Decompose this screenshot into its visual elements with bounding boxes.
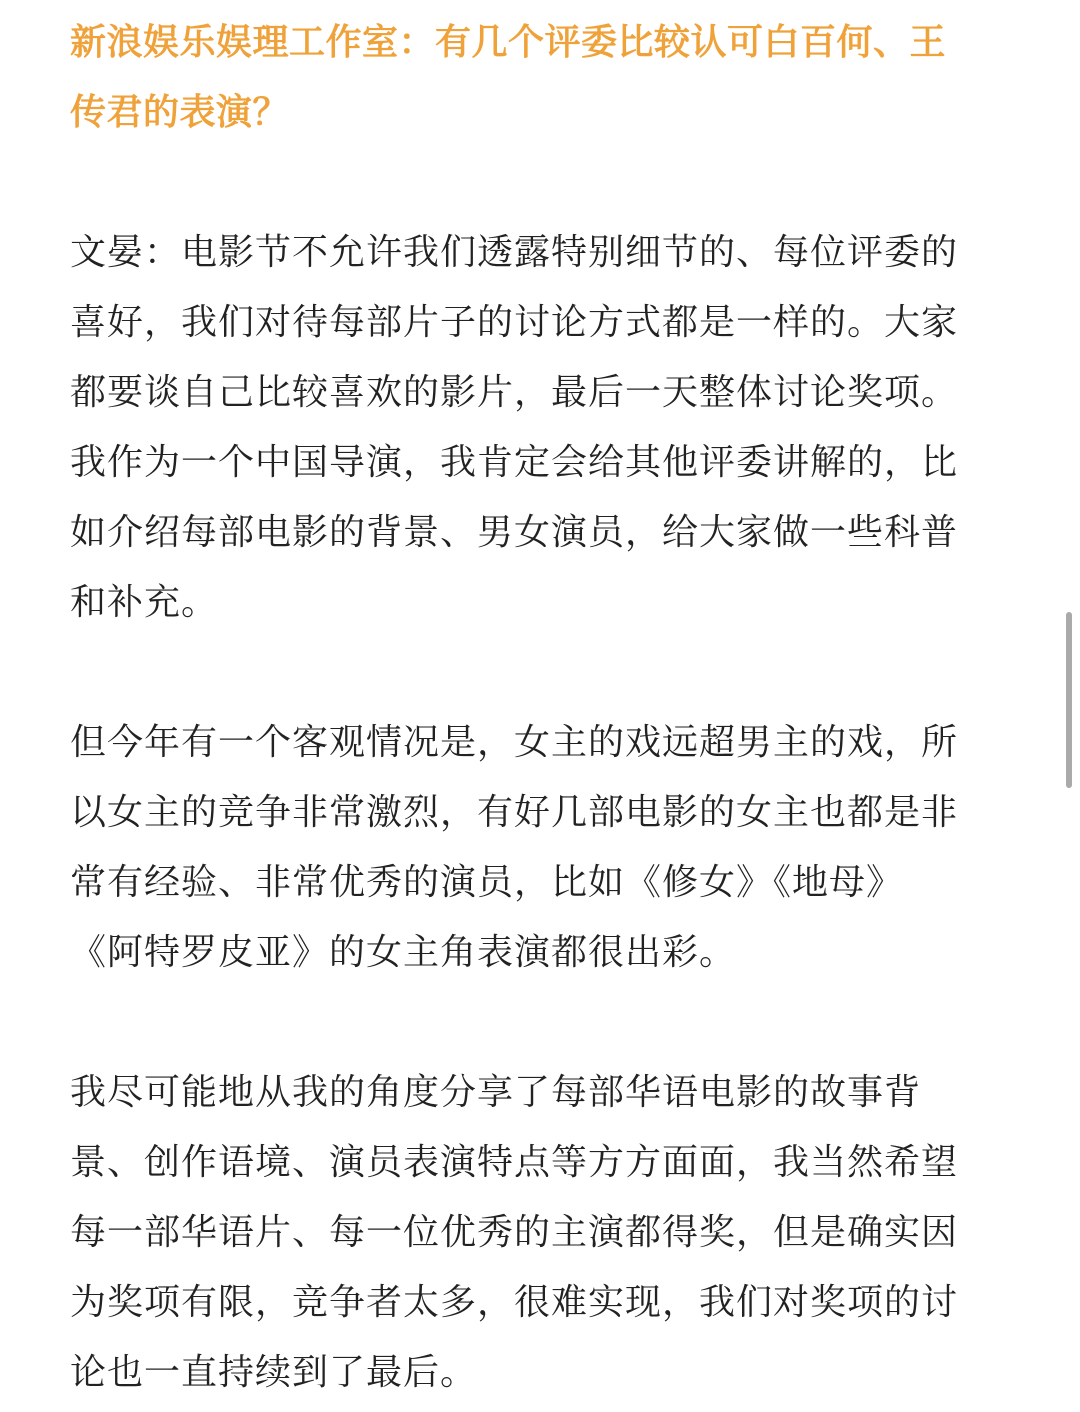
vertical-scrollbar[interactable] xyxy=(1066,612,1072,788)
answer-paragraph-1: 文晏：电影节不允许我们透露特别细节的、每位评委的 喜好，我们对待每部片子的讨论方式都是一样的。大家 都要谈自己比较喜欢的影片，最后一天整体讨论奖项。 我作为一个中国导演，我肯定会给其他评委讲解的，比 如介绍每部电影的背景、男女演员，给大家做一些科普 和补充。 xyxy=(70,232,959,623)
article-body xyxy=(70,0,1010,1408)
interview-question: 新浪娱乐娱理工作室：有几个评委比较认可白百何、王 传君的表演？ xyxy=(70,22,947,133)
answer-paragraph-3: 我尽可能地从我的角度分享了每部华语电影的故事背 景、创作语境、演员表演特点等方方面面，我当然希望 每一部华语片、每一位优秀的主演都得奖，但是确实因 为奖项有限，竞争者太多，很难实现，我们对奖项的讨 论也一直持续到了最后。 xyxy=(70,1072,959,1393)
answer-paragraph-2: 但今年有一个客观情况是，女主的戏远超男主的戏，所 以女主的竞争非常激烈，有好几部电影的女主也都是非 常有经验、非常优秀的演员，比如《修女》《地母》 《阿特罗皮亚》的女主角表演都很出彩。 xyxy=(70,722,959,973)
